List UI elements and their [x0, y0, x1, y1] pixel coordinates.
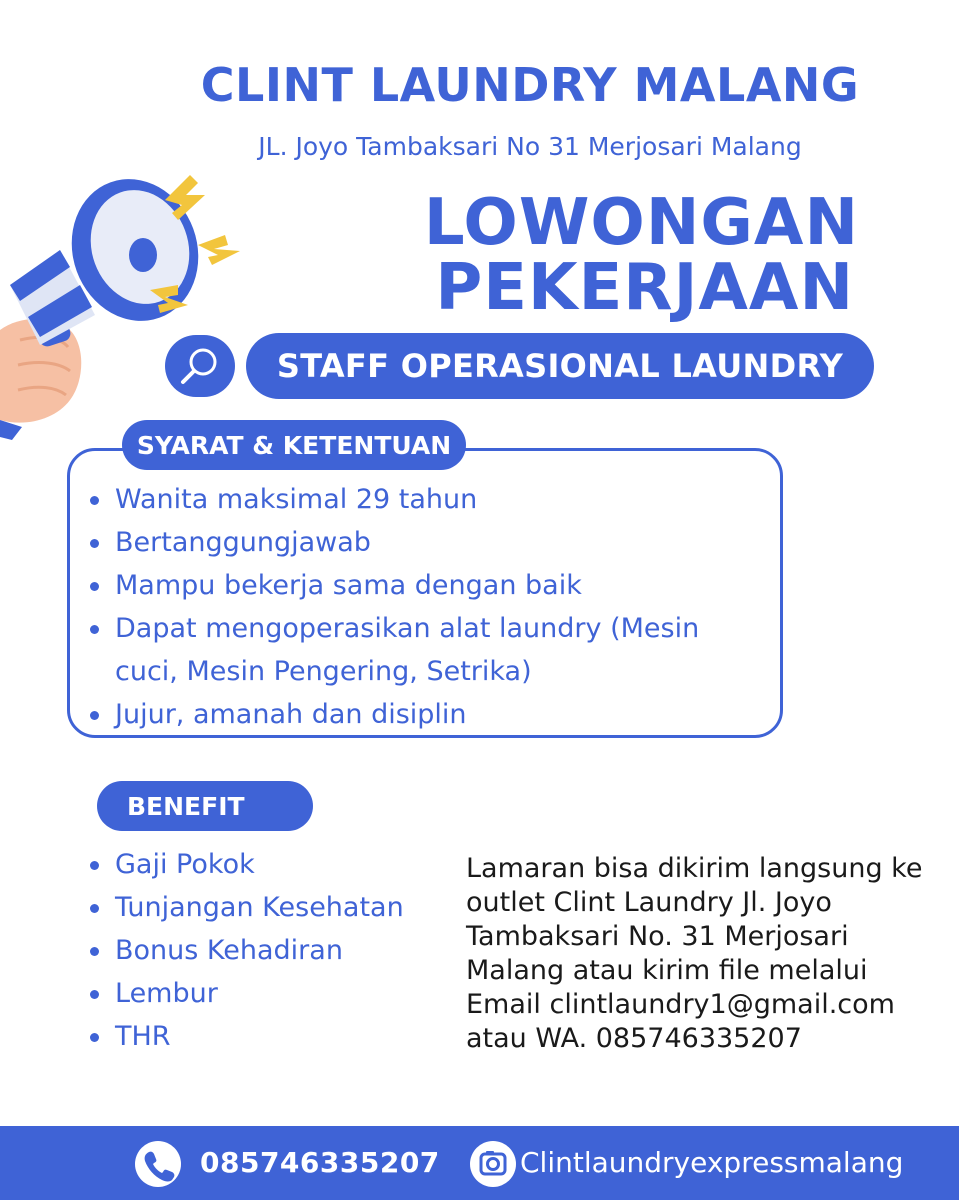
- benefit-title: BENEFIT: [97, 781, 313, 831]
- list-item: Mampu bekerja sama dengan baik: [88, 564, 768, 607]
- company-name: CLINT LAUNDRY MALANG: [200, 58, 860, 112]
- list-item: Lembur: [88, 972, 468, 1015]
- lightning-icon: [198, 235, 240, 265]
- search-icon: [165, 335, 235, 397]
- list-item: Jujur, amanah dan disiplin: [88, 693, 768, 736]
- list-item: Tunjangan Kesehatan: [88, 886, 468, 929]
- title-line-1: LOWONGAN: [423, 186, 859, 260]
- list-item: THR: [88, 1015, 468, 1058]
- list-item: Bonus Kehadiran: [88, 929, 468, 972]
- phone-icon: [135, 1141, 181, 1187]
- instagram-icon: [470, 1141, 516, 1187]
- benefit-list: [88, 843, 468, 1058]
- requirements-list: [88, 478, 768, 736]
- position-pill: STAFF OPERASIONAL LAUNDRY: [246, 333, 874, 399]
- phone-icon-badge: [135, 1141, 181, 1187]
- list-item: Gaji Pokok: [88, 843, 468, 886]
- list-item: Dapat mengoperasikan alat laundry (Mesin cuci, Mesin Pengering, Setrika): [88, 607, 768, 693]
- requirements-title: SYARAT & KETENTUAN: [122, 420, 466, 470]
- search-icon-badge: [165, 335, 235, 397]
- company-address: JL. Joyo Tambaksari No 31 Merjosari Malang: [258, 132, 802, 161]
- application-instructions: Lamaran bisa dikirim langsung ke outlet Clint Laundry Jl. Joyo Tambaksari No. 31 Merjosari Malang atau kirim file melalui Email clintlaundry1@gmail.com atau WA. 085746335207: [466, 853, 923, 1054]
- list-item: Wanita maksimal 29 tahun: [88, 478, 768, 521]
- title-line-2: PEKERJAAN: [435, 251, 854, 325]
- instagram-icon-badge: [470, 1141, 516, 1187]
- megaphone-illustration: [0, 165, 250, 455]
- footer-instagram[interactable]: Clintlaundryexpressmalang: [520, 1146, 904, 1179]
- footer-phone[interactable]: 085746335207: [200, 1146, 440, 1179]
- list-item: Bertanggungjawab: [88, 521, 768, 564]
